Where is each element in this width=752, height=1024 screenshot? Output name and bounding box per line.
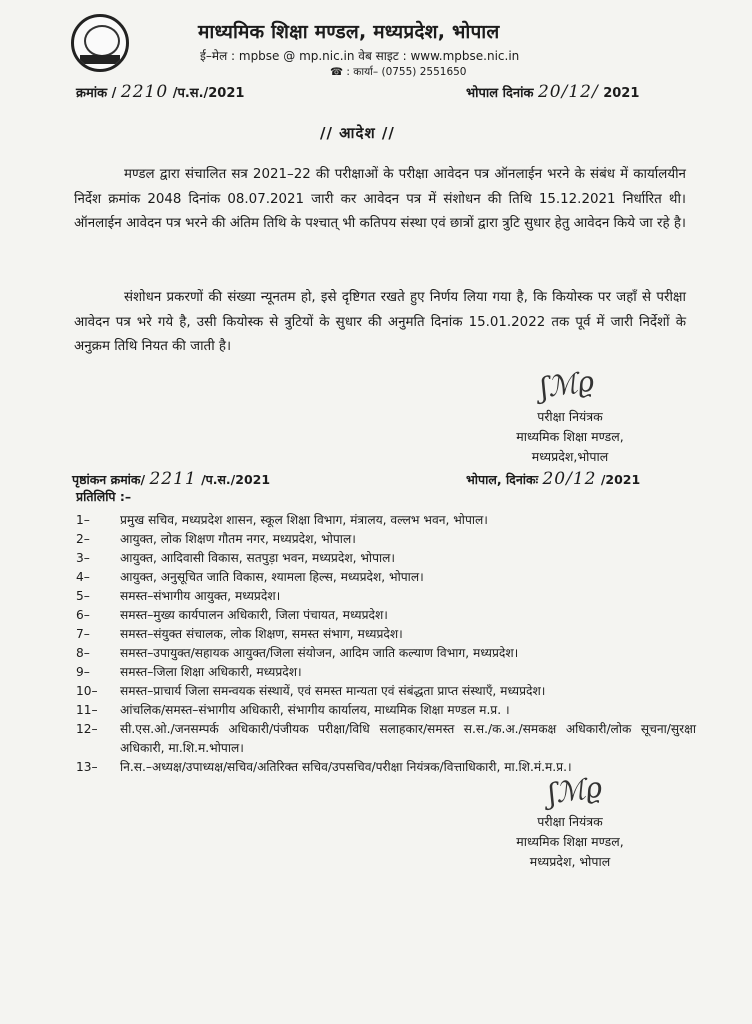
reference-date (466, 82, 639, 102)
endorsement-prefix: पृष्ठांकन क्रमांक/ (72, 472, 146, 487)
signatory-title: परीक्षा नियंत्रक (537, 409, 603, 424)
board-logo-emblem (71, 14, 129, 72)
order-paragraph-2: संशोधन प्रकरणों की संख्या न्यूनतम हो, इसे दृष्टिगत रखते हुए निर्णय लिया गया है, कि कियोस्क पर जहाँ से परीक्षा आवेदन पत्र भरे गये है, उसी कियोस्क से त्रुटियों के सुधार की अनुमति दिनांक 15.01.2022 तक पूर्व में जारी निर्देशों के अनुक्रम तिथि नियत की जाती है। (74, 290, 686, 355)
copy-item: 10– समस्त–प्राचार्य जिला समन्वयक संस्थायें, एवं समस्त मान्यता एवं संबंद्धता प्राप्त संस्थाएँ, मध्यप्रदेश। (76, 684, 546, 698)
copy-item: 3– आयुक्त, आदिवासी विकास, सतपुड़ा भवन, मध्यप्रदेश, भोपाल। (76, 551, 396, 565)
signatory-title: परीक्षा नियंत्रक (537, 814, 603, 829)
copy-item: 9– समस्त–जिला शिक्षा अधिकारी, मध्यप्रदेश। (76, 665, 302, 679)
date-prefix: भोपाल दिनांक (466, 86, 534, 101)
logo-band (80, 55, 120, 64)
reference-number (76, 82, 244, 102)
copy-item: 13– नि.स.–अध्यक्ष/उपाध्यक्ष/सचिव/अतिरिक्त सचिव/उपसचिव/परीक्षा नियंत्रक/वित्ताधिकारी, मा.शि.मं.म.प्र.। (76, 760, 572, 774)
endorsement-date-handwritten: 20/12 (542, 469, 597, 489)
endorsement-suffix: /प.स./2021 (201, 472, 271, 487)
copy-item: 8– समस्त–उपायुक्त/सहायक आयुक्त/जिला संयोजन, आदिम जाति कल्याण विभाग, मध्यप्रदेश। (76, 646, 519, 660)
copy-item: 7– समस्त–संयुक्त संचालक, लोक शिक्षण, समस्त संभाग, मध्यप्रदेश। (76, 627, 403, 641)
reference-suffix: /प.स./2021 (172, 86, 245, 101)
copy-item: 1– प्रमुख सचिव, मध्यप्रदेश शासन, स्कूल शिक्षा विभाग, मंत्रालय, वल्लभ भवन, भोपाल। (76, 513, 488, 527)
endorsement-date (466, 469, 640, 489)
organization-name: माध्यमिक शिक्षा मण्डल, मध्यप्रदेश, भोपाल (198, 21, 500, 43)
contact-line: ई–मेल : mpbse @ mp.nic.in वेब साइट : www.mpbse.nic.in (200, 49, 520, 63)
copy-item: 6– समस्त–मुख्य कार्यपालन अधिकारी, जिला पंचायत, मध्यप्रदेश। (76, 608, 388, 622)
emblem-icon (84, 25, 120, 57)
signatory-org: माध्यमिक शिक्षा मण्डल, (516, 834, 624, 849)
date-year: 2021 (603, 86, 640, 101)
copy-item: 12– सी.एस.ओ./जनसम्पर्क अधिकारी/पंजीयक परीक्षा/विधि सलाहकार/समस्त स.स./क.अ./समकक्ष अधिकारी/लोक सूचना/सुरक्षा अधिकारी, मा.शि.म.भोपाल। (76, 722, 696, 755)
order-paragraph-1: मण्डल द्वारा संचालित सत्र 2021–22 की परीक्षाओं के परीक्षा आवेदन पत्र ऑनलाईन भरने के संबंध में कार्यालयीन निर्देश क्रमांक 2048 दिनांक 08.07.2021 जारी कर आवेदन पत्र में संशोधन की तिथि 15.12.2021 निर्धारित थी। ऑनलाईन आवेदन पत्र भरने की अंतिम तिथि के पश्चात् भी कतिपय संस्था एवं छात्रों द्वारा त्रुटि सुधार हेतु आवेदन किये जा रहे है। (74, 167, 687, 232)
signatory-place: मध्यप्रदेश, भोपाल (529, 854, 611, 869)
copy-item: 11– आंचलिक/समस्त–संभागीय अधिकारी, संभागीय कार्यालय, माध्यमिक शिक्षा मण्डल म.प्र. । (76, 703, 510, 717)
endorsement-handwritten-number: 2211 (149, 469, 197, 489)
signatory-place: मध्यप्रदेश,भोपाल (531, 449, 609, 464)
phone-line: ☎ : कार्या– (0755) 2551650 (330, 66, 467, 78)
signature-mark-2: ʃℳϱ (545, 770, 605, 811)
signature-mark-1: ʃℳϱ (537, 364, 597, 405)
signatory-org: माध्यमिक शिक्षा मण्डल, (516, 429, 624, 444)
order-heading: // आदेश // (320, 124, 395, 142)
copy-to-list (76, 511, 696, 796)
signature-block-2 (480, 812, 660, 872)
reference-prefix: क्रमांक / (76, 86, 117, 101)
endorsement-number (72, 469, 270, 489)
date-handwritten: 20/12/ (537, 82, 599, 102)
endorsement-date-prefix: भोपाल, दिनांकः (466, 472, 539, 487)
copy-item: 4– आयुक्त, अनुसूचित जाति विकास, श्यामला हिल्स, मध्यप्रदेश, भोपाल। (76, 570, 424, 584)
endorsement-date-year: /2021 (600, 472, 641, 487)
copy-to-heading: प्रतिलिपि :– (76, 489, 132, 504)
signature-block-1 (480, 407, 660, 467)
copy-item: 5– समस्त–संभागीय आयुक्त, मध्यप्रदेश। (76, 589, 281, 603)
copy-item: 2– आयुक्त, लोक शिक्षण गौतम नगर, मध्यप्रदेश, भोपाल। (76, 532, 356, 546)
reference-handwritten-number: 2210 (120, 82, 169, 102)
